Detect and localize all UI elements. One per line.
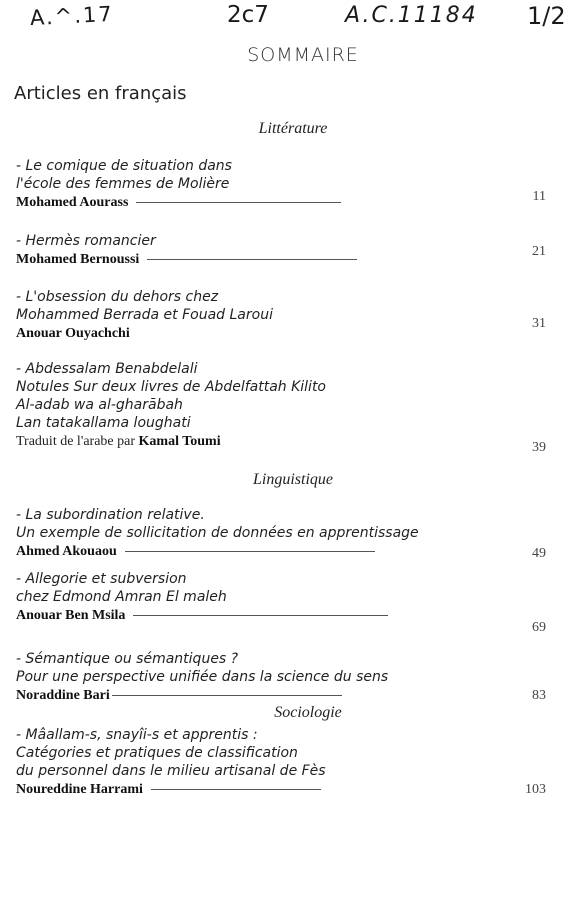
entry-title-line: - Mâallam-s, snayîi-s et apprentis : [16, 727, 258, 743]
toc-entry [16, 288, 546, 343]
author-name: Mohamed Bernoussi [16, 252, 140, 267]
section-heading-litterature: Littérature [258, 120, 328, 137]
handwritten-note-top-center: 2c7 [227, 2, 269, 28]
leader-line [147, 259, 357, 260]
leader-line [133, 615, 388, 616]
toc-entry [16, 570, 546, 635]
toc-entry [16, 157, 546, 212]
entry-title-line: Al-adab wa al-gharābah [16, 397, 183, 413]
author-name: Anouar Ben Msila [16, 608, 126, 623]
entry-title-line: Catégories et pratiques de classification [16, 745, 298, 761]
handwritten-fraction: 1/2 [527, 2, 566, 30]
entry-title-line: - Hermès romancier [16, 233, 156, 249]
entry-title-line: chez Edmond Amran El maleh [16, 589, 227, 605]
leader-line [125, 551, 375, 552]
author-name: Ahmed Akouaou [16, 544, 117, 559]
page-number: 49 [532, 546, 546, 561]
author-name: Anouar Ouyachchi [16, 326, 130, 341]
handwritten-note-top-left: A.^.17 [29, 1, 115, 31]
page-number: 11 [532, 189, 546, 204]
toc-entry [16, 360, 546, 455]
entry-title-line: - Sémantique ou sémantiques ? [16, 651, 239, 667]
entry-title-line: - La subordination relative. [16, 507, 205, 523]
entry-author [16, 432, 546, 451]
page-number: 83 [532, 688, 546, 703]
entry-author [16, 193, 546, 212]
leader-line [151, 789, 321, 790]
handwritten-catalog-code: A.C.11184 [345, 3, 478, 28]
entry-author [16, 686, 546, 705]
toc-entry [16, 506, 546, 561]
toc-entry [16, 650, 546, 705]
entry-author [16, 250, 546, 269]
entry-title-line: Notules Sur deux livres de Abdelfattah Kilito [16, 379, 326, 395]
entry-title-line: Un exemple de sollicitation de données en apprentissage [16, 525, 419, 541]
page-title: SOMMAIRE [247, 44, 359, 66]
leader-line [112, 695, 342, 696]
entry-title-line: - Allegorie et subversion [16, 571, 187, 587]
author-name: Kamal Toumi [138, 434, 221, 449]
author-name: Mohamed Aourass [16, 195, 129, 210]
entry-author [16, 542, 546, 561]
entry-title-line: - Le comique de situation dans [16, 158, 232, 174]
entry-title-line: Lan tatakallama loughati [16, 415, 191, 431]
translator-prefix: Traduit de l'arabe par [16, 434, 136, 449]
toc-entry [16, 726, 546, 799]
page-subtitle: Articles en français [14, 83, 187, 104]
section-heading-sociologie: Sociologie [274, 704, 342, 721]
leader-line [136, 202, 341, 203]
entry-title-line: l'école des femmes de Molière [16, 176, 230, 192]
entry-title-line: - Abdessalam Benabdelali [16, 361, 198, 377]
author-name: Noureddine Harrami [16, 782, 143, 797]
entry-title-line: - L'obsession du dehors chez [16, 289, 219, 305]
entry-title-line: Mohammed Berrada et Fouad Laroui [16, 307, 273, 323]
entry-title-line: du personnel dans le milieu artisanal de Fès [16, 763, 326, 779]
toc-entry [16, 232, 546, 269]
author-name: Noraddine Bari [16, 688, 110, 703]
entry-author [16, 780, 546, 799]
entry-author [16, 324, 546, 343]
entry-author [16, 606, 546, 625]
entry-title-line: Pour une perspective unifiée dans la science du sens [16, 669, 389, 685]
page-number: 39 [532, 440, 546, 455]
page-number: 69 [532, 620, 546, 635]
page-number: 103 [525, 782, 546, 797]
page-number: 31 [532, 316, 546, 331]
section-heading-linguistique: Linguistique [252, 471, 333, 488]
page-number: 21 [532, 244, 546, 259]
